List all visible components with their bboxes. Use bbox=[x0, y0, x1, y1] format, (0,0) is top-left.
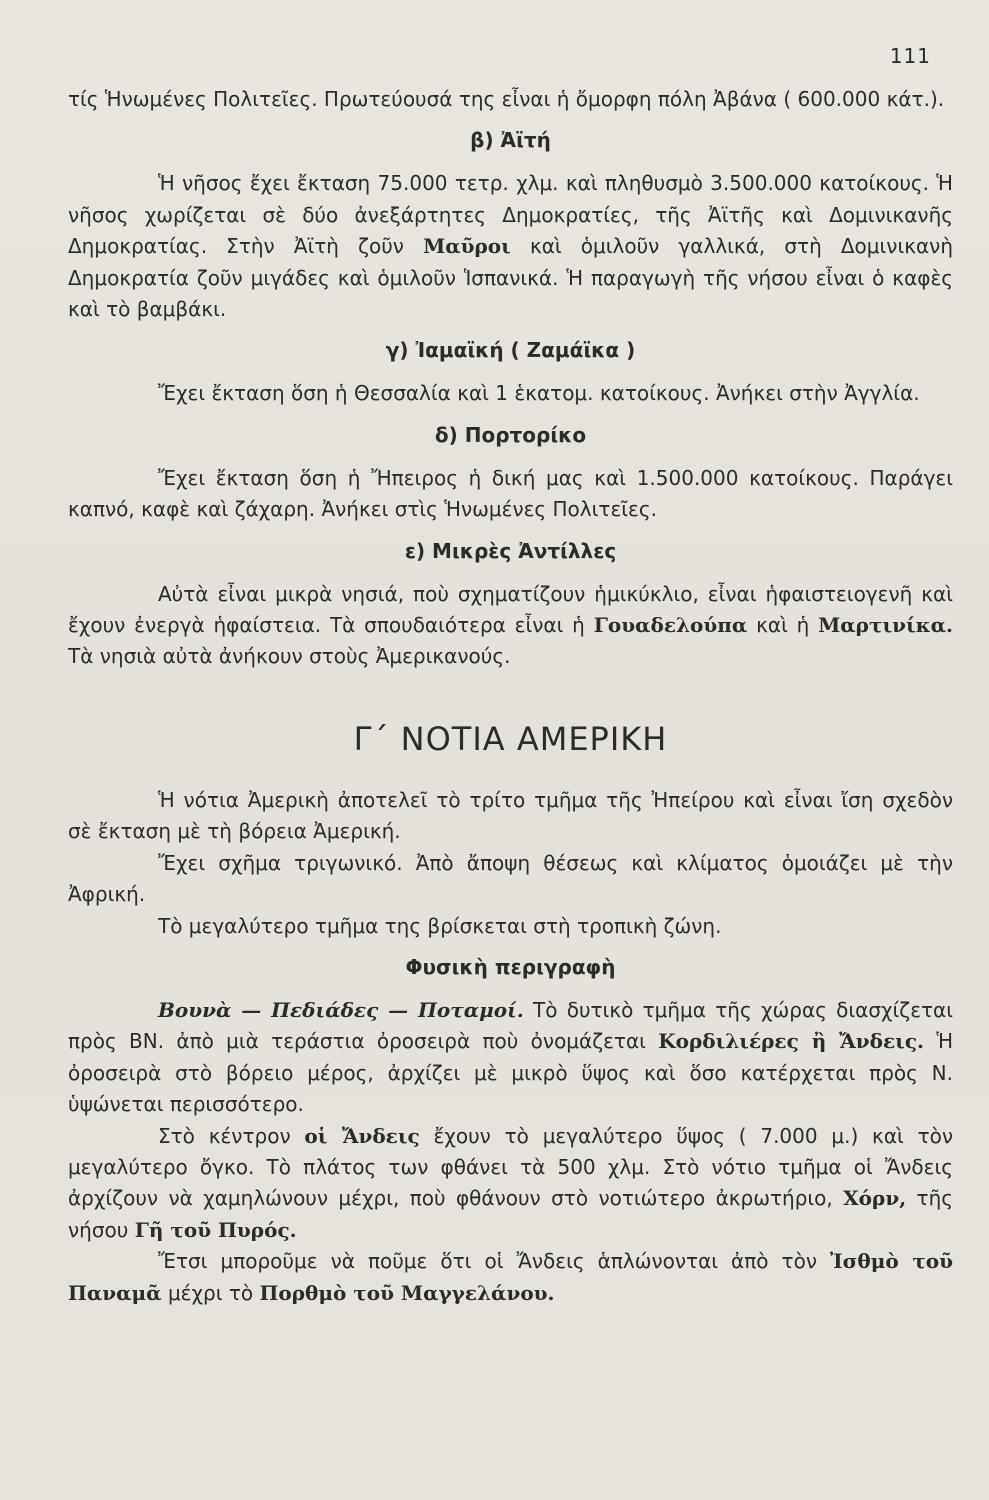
physical-bold-6: Πορθμὸ τοῦ Μαγγελάνου. bbox=[259, 1280, 555, 1305]
lesser-antilles-paragraph bbox=[68, 579, 953, 673]
physical-text-1a: Τὸ δυτικὸ τμῆμα τῆς χώρας διασχίζεται πρὸς ΒΝ. ἀπὸ μιὰ τεράστια ὀροσειρὰ ποὺ ὀνομάζεται bbox=[68, 997, 953, 1054]
physical-paragraph-3 bbox=[68, 1246, 953, 1309]
physical-text-2a: Στὸ κέντρον bbox=[158, 1123, 291, 1148]
jamaica-paragraph: Ἔχει ἔκταση ὅση ἡ Θεσσαλία καὶ 1 ἑκατομ. κατοίκους. Ἀνήκει στὴν Ἀγγλία. bbox=[158, 381, 920, 406]
antilles-text-3: Τὰ νησιὰ αὐτὰ ἀνήκουν στοὺς Ἀμερικανούς. bbox=[68, 644, 511, 669]
antilles-bold-2: Μαρτινίκα. bbox=[818, 613, 954, 638]
physical-text-2b: ἔχουν τὸ μεγαλύτερο ὕψος ( 7.000 μ.) καὶ τὸν μεγαλύτερο ὄγκο. Τὸ πλάτος των φθάνει τὰ 500 χλμ. Στὸ νότιο τμῆμα οἱ Ἄνδεις ἀρχίζουν νὰ χαμηλώνουν μέχρι, ποὺ φθάνουν στὸ νοτιώτερο ἀκρωτήριο, bbox=[68, 1123, 954, 1211]
physical-text-1b: Ἡ ὀροσειρὰ στὸ βόρειο μέρος, ἀρχίζει μὲ μικρὸ ὕψος καὶ ὅσο κατέρχεται πρὸς Ν. ὑψώνεται περισσότερο. bbox=[68, 1029, 954, 1117]
page-number: 111 bbox=[889, 44, 931, 68]
physical-bold-4: Γῆ τοῦ Πυρός. bbox=[134, 1217, 297, 1242]
heading-jamaica: γ) Ἰαμαϊκή ( Ζαμάϊκα ) bbox=[385, 338, 636, 363]
intro-paragraph: τίς Ἡνωμένες Πολιτεῖες. Πρωτεύουσά της εἶναι ἡ ὄμορφη πόλη Ἀβάνα ( 600.000 κάτ.). bbox=[68, 87, 945, 111]
heading-south-america: Γ΄ ΝΟΤΙΑ ΑΜΕΡΙΚΗ bbox=[353, 719, 668, 758]
south-america-paragraph-3: Τὸ μεγαλύτερο τμῆμα της βρίσκεται στὴ τροπικὴ ζώνη. bbox=[158, 913, 722, 938]
physical-bold-1: Κορδιλιέρες ἢ Ἄνδεις. bbox=[658, 1029, 924, 1054]
physical-text-2c: τῆς νήσου bbox=[68, 1186, 954, 1242]
haiti-text-2: καὶ ὁμιλοῦν γαλλικά, στὴ Δομινικανὴ Δημοκρατία ζοῦν μιγάδες καὶ ὁμιλοῦν Ἱσπανικά. Ἡ παραγωγὴ τῆς νήσου εἶναι ὁ καφὲς καὶ τὸ βαμβάκι. bbox=[68, 234, 954, 322]
physical-bold-3: Χόρν, bbox=[843, 1186, 907, 1211]
physical-bold-2: οἱ Ἄνδεις bbox=[304, 1123, 420, 1148]
page-content bbox=[68, 84, 953, 1309]
haiti-paragraph bbox=[68, 168, 953, 325]
heading-puerto-rico: δ) Πορτορίκο bbox=[434, 422, 587, 447]
physical-bold-5: Ἰσθμὸ τοῦ Παναμᾶ bbox=[68, 1249, 954, 1305]
physical-lead-in: Βουνὰ — Πεδιάδες — Ποταμοί. bbox=[158, 997, 524, 1022]
south-america-paragraph-1: Ἡ νότια Ἀμερικὴ ἀποτελεῖ τὸ τρίτο τμῆμα τῆς Ἠπείρου καὶ εἶναι ἴση σχεδὸν σὲ ἔκταση μὲ τὴ βόρεια Ἀμερική. bbox=[68, 787, 953, 844]
heading-haiti: β) Ἀϊτή bbox=[470, 128, 551, 153]
antilles-text-1: Αὐτὰ εἶναι μικρὰ νησιά, ποὺ σχηματίζουν ἡμικύκλιο, εἶναι ἡφαιστειογενῆ καὶ ἔχουν ἐνεργὰ ἡφαίστεια. Τὰ σπουδαιότερα εἶναι ἡ bbox=[68, 581, 953, 638]
antilles-bold-1: Γουαδελούπα bbox=[593, 613, 748, 638]
physical-paragraph-2 bbox=[68, 1121, 953, 1247]
south-america-paragraph-2: Ἔχει σχῆμα τριγωνικό. Ἀπὸ ἄποψη θέσεως καὶ κλίματος ὁμοιάζει μὲ τὴν Ἀφρική. bbox=[68, 850, 953, 907]
physical-text-3a: Ἔτσι μποροῦμε νὰ ποῦμε ὅτι οἱ Ἄνδεις ἁπλώνονται ἀπὸ τὸν bbox=[158, 1249, 817, 1274]
puerto-rico-paragraph: Ἔχει ἔκταση ὅση ἡ Ἤπειρος ἡ δική μας καὶ 1.500.000 κατοίκους. Παράγει καπνό, καφὲ καὶ ζάχαρη. Ἀνήκει στὶς Ἡνωμένες Πολιτεῖες. bbox=[68, 465, 953, 522]
antilles-text-2: καὶ ἡ bbox=[756, 613, 810, 638]
heading-lesser-antilles: ε) Μικρὲς Ἀντίλλες bbox=[404, 538, 617, 563]
haiti-text-1: Ἡ νῆσος ἔχει ἔκταση 75.000 τετρ. χλμ. καὶ πληθυσμὸ 3.500.000 κατοίκους. Ἡ νῆσος χωρίζεται σὲ δύο ἀνεξάρτητες Δημοκρατίες, τῆς Ἀϊτῆς καὶ Δομινικανῆς Δημοκρατίας. Στὴν Ἀϊτὴ ζοῦν bbox=[68, 171, 953, 259]
haiti-bold-1: Μαῦροι bbox=[423, 234, 511, 259]
physical-paragraph-1 bbox=[68, 995, 953, 1121]
heading-physical-description: Φυσικὴ περιγραφὴ bbox=[405, 954, 616, 979]
physical-text-3b: μέχρι τὸ bbox=[167, 1280, 254, 1305]
